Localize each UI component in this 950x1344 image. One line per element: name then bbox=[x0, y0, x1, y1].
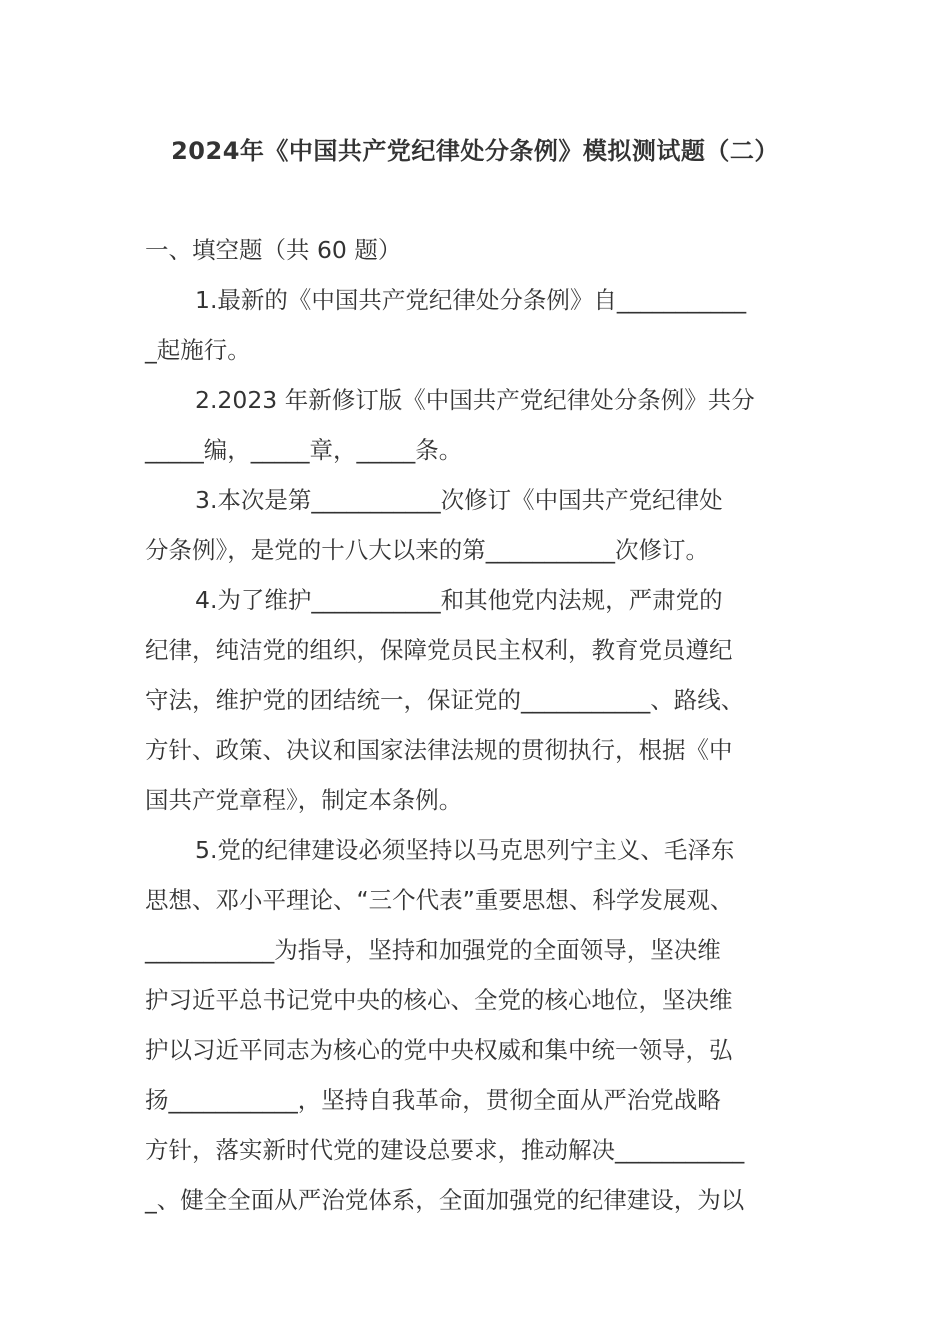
text-line: 方针，落实新时代党的建设总要求，推动解决___________ bbox=[145, 1136, 745, 1164]
text-line: ___________为指导，坚持和加强党的全面领导，坚决维 bbox=[145, 936, 721, 964]
text-line: 思想、邓小平理论、“三个代表”重要思想、科学发展观、 bbox=[145, 886, 734, 914]
section-heading: 一、填空题（共 60 题） bbox=[145, 236, 402, 264]
text-line: _、健全全面从严治党体系，全面加强党的纪律建设，为以 bbox=[145, 1186, 745, 1214]
text-line: 分条例》，是党的十八大以来的第___________次修订。 bbox=[145, 536, 709, 564]
text-line: _起施行。 bbox=[145, 336, 251, 364]
text-line: 3.本次是第___________次修订《中国共产党纪律处 bbox=[195, 486, 723, 514]
text-line: 扬___________，坚持自我革命，贯彻全面从严治党战略 bbox=[145, 1086, 721, 1114]
text-line: 2.2023 年新修订版《中国共产党纪律处分条例》共分 bbox=[195, 386, 755, 414]
text-line: 护以习近平同志为核心的党中央权威和集中统一领导，弘 bbox=[145, 1036, 733, 1064]
text-line: 4.为了维护___________和其他党内法规，严肃党的 bbox=[195, 586, 723, 614]
text-line: 护习近平总书记党中央的核心、全党的核心地位，坚决维 bbox=[145, 986, 733, 1014]
document-title: 2024年《中国共产党纪律处分条例》模拟测试题（二） bbox=[171, 137, 779, 165]
text-line: 1.最新的《中国共产党纪律处分条例》自___________ bbox=[195, 286, 747, 314]
text-line: 守法，维护党的团结统一，保证党的___________、路线、 bbox=[145, 686, 745, 714]
text-line: 5.党的纪律建设必须坚持以马克思列宁主义、毛泽东 bbox=[195, 836, 735, 864]
text-line: 方针、政策、决议和国家法律法规的贯彻执行，根据《中 bbox=[145, 736, 733, 764]
text-line: _____编，_____章，_____条。 bbox=[145, 436, 463, 464]
text-line: 纪律，纯洁党的组织，保障党员民主权利，教育党员遵纪 bbox=[145, 636, 733, 664]
text-line: 国共产党章程》，制定本条例。 bbox=[145, 786, 463, 814]
